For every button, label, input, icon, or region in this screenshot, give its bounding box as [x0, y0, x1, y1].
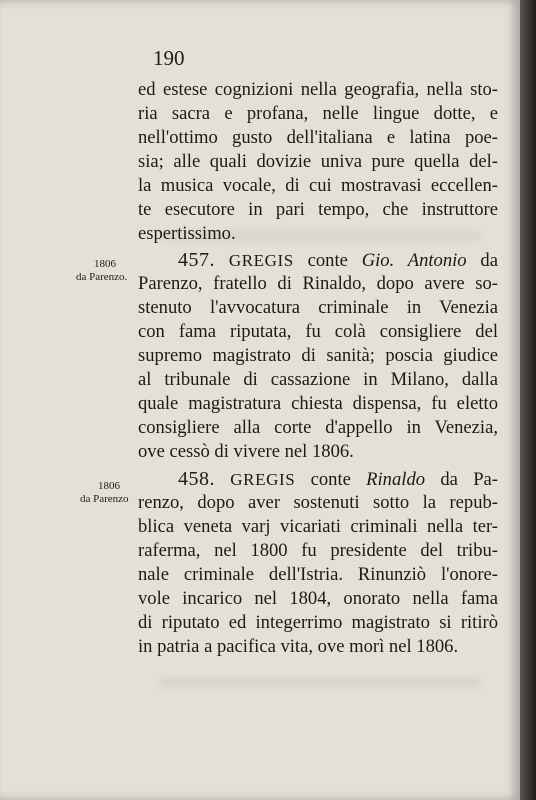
bleed-through-shadow — [160, 676, 480, 688]
entry-458 — [138, 467, 498, 659]
text-line: supremo magistrato di sanità; poscia giudice — [138, 345, 498, 366]
text-line: ed estese cognizioni nella geografia, nella sto- — [138, 79, 498, 100]
entry-given-name: Gio. Antonio — [361, 250, 467, 271]
entry-number: 458. — [178, 468, 215, 490]
text-line: nell'ottimo gusto dell'italiana e latina poe- — [138, 127, 498, 148]
text-line: consigliere alla corte d'appello in Venezia, — [138, 417, 498, 438]
text-line: in patria a pacifica vita, ove morì nel 1806. — [138, 636, 459, 657]
entry-title: conte — [310, 469, 351, 490]
text-line: ove cessò di vivere nel 1806. — [138, 441, 354, 462]
book-spine-edge — [520, 0, 536, 800]
entry-heading — [138, 467, 498, 491]
text-line: Parenzo, fratello di Rinaldo, dopo avere so- — [138, 273, 498, 294]
margin-place: da Parenzo — [80, 493, 129, 505]
text-line: quale magistratura chiesta dispensa, fu eletto — [138, 393, 498, 414]
entry-number: 457. — [178, 249, 215, 271]
text-line: renzo, dopo aver sostenuti sotto la repub- — [138, 492, 498, 513]
margin-note-457 — [76, 258, 127, 284]
text-line: di riputato ed integerrimo magistrato si ritirò — [138, 612, 498, 633]
entry-surname: GREGIS — [228, 251, 294, 270]
text-line: ria sacra e profana, nelle lingue dotte, e — [138, 103, 498, 124]
entry-surname: GREGIS — [230, 470, 296, 489]
entry-given-name: Rinaldo — [366, 469, 426, 490]
margin-year: 1806 — [98, 480, 120, 492]
margin-place: da Parenzo. — [76, 271, 128, 283]
page-number: 190 — [153, 46, 185, 70]
text-line: al tribunale di cassazione in Milano, dalla — [138, 369, 498, 390]
text-line: la musica vocale, di cui mostravasi eccellen- — [138, 175, 498, 196]
text-line: espertissimo. — [138, 223, 236, 244]
entry-line-end: da — [480, 250, 498, 271]
text-line: nale criminale dell'Istria. Rinunziò l'onore- — [138, 564, 498, 585]
intro-paragraph — [138, 78, 498, 246]
text-line: stenuto l'avvocatura criminale in Venezia — [138, 297, 498, 318]
text-line: con fama riputata, fu colà consigliere del — [138, 321, 498, 342]
entry-line-end: da Pa- — [440, 469, 498, 490]
text-line: vole incarico nel 1804, onorato nella fama — [138, 588, 498, 609]
margin-note-458 — [80, 480, 129, 506]
entry-title: conte — [307, 250, 348, 271]
text-line: te esecutore in pari tempo, che instruttore — [138, 199, 498, 220]
text-line: blica veneta varj vicariati criminali nella ter- — [138, 516, 498, 537]
text-line: sia; alle quali dovizie univa pure quella del- — [138, 151, 498, 172]
entry-457 — [138, 248, 498, 464]
entry-heading — [138, 248, 498, 272]
margin-year: 1806 — [94, 258, 116, 270]
text-line: raferma, nel 1800 fu presidente del tribu- — [138, 540, 498, 561]
